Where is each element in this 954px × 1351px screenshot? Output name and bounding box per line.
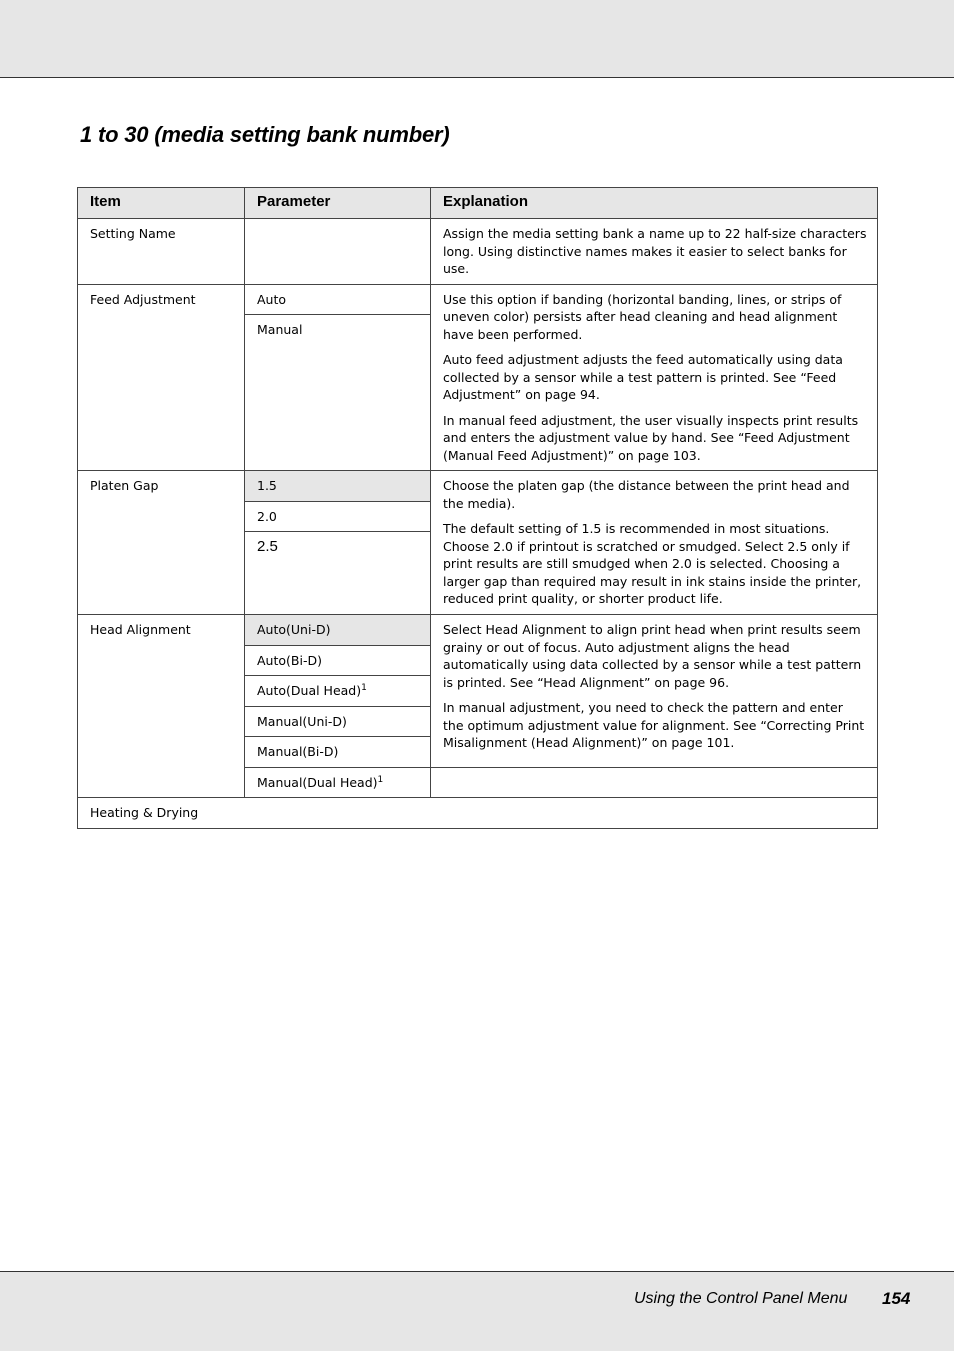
explanation-paragraph: In manual adjustment, you need to check the pattern and enter the optimum adjustment value for alignment. See “Correcting Print Misalignment (Head Alignment)” on page 101. [443,700,865,750]
column-header-item: Item [78,188,245,219]
param-gap-2-5: 2.5 [245,532,431,615]
explanation-paragraph: Use this option if banding (horizontal banding, lines, or strips of uneven color) persists after head cleaning and head alignment have been performed. [443,291,842,342]
explanation-setting-name [431,219,878,285]
column-header-parameter: Parameter [245,188,431,219]
item-platen-gap: Platen Gap [78,471,245,615]
param-label: Auto(Dual Head) [257,683,362,698]
table-row [78,219,878,285]
page-number: 154 [882,1289,911,1308]
header-band [0,0,954,78]
table-row [78,471,878,502]
item-setting-name: Setting Name [78,219,245,285]
explanation-paragraph: Assign the media setting bank a name up to 22 half-size characters long. Using distinctive names makes it easier to select banks for use. [443,226,867,276]
explanation-empty [431,767,878,798]
footer-band [0,1271,954,1351]
param-gap-2-0: 2.0 [245,501,431,532]
explanation-platen-gap [431,471,878,615]
item-head-alignment: Head Alignment [78,615,245,798]
param-manual-uni-d: Manual(Uni-D) [245,706,431,737]
explanation-feed-adjustment [431,284,878,471]
param-auto-bi-d: Auto(Bi-D) [245,645,431,676]
param-empty [245,219,431,285]
param-auto-uni-d: Auto(Uni-D) [245,615,431,646]
param-manual-bi-d: Manual(Bi-D) [245,737,431,768]
explanation-paragraph: In manual feed adjustment, the user visually inspects print results and enters the adjustment value by hand. See “Feed Adjustment (Manual Feed Adjustment)” on page 103. [443,412,859,463]
footnote-mark: 1 [361,682,367,693]
explanation-head-alignment [431,615,878,768]
explanation-paragraph: Auto feed adjustment adjusts the feed automatically using data collected by a sensor while a test pattern is printed. See “Feed Adjustment” on page 94. [443,352,843,402]
table-row [78,284,878,315]
param-auto: Auto [245,284,431,315]
footnote-mark: 1 [377,774,384,785]
item-feed-adjustment: Feed Adjustment [78,284,245,471]
param-auto-dual-head [245,676,431,707]
item-heating-drying: Heating & Drying [78,798,878,829]
param-manual: Manual [245,315,431,471]
media-setting-table [77,187,878,829]
page-title: 1 to 30 (media setting bank number) [80,122,450,147]
explanation-paragraph: The default setting of 1.5 is recommended in most situations. Choose 2.0 if printout is scratched or smudged. Select 2.5 only if print results are still smudged when 2.0 is selected. Choosing a larger gap than required may result in ink stains inside the printer, reduced print quality, or shorter product life. [443,521,862,606]
footer-section-title: Using the Control Panel Menu [634,1290,848,1307]
explanation-paragraph: Select Head Alignment to align print head when print results seem grainy or out of focus. Auto adjustment aligns the head automatically using data collected by a sensor while a test pattern is printed. See “Head Alignment” on page 96. [443,622,862,690]
column-header-explanation: Explanation [431,188,878,219]
table-row [78,798,878,829]
param-manual-dual-head [245,767,431,798]
param-gap-1-5: 1.5 [245,471,431,502]
table-row [78,615,878,646]
explanation-paragraph: Choose the platen gap (the distance between the print head and the media). [443,478,850,511]
table-header-row [78,188,878,219]
param-label: Manual(Dual Head) [257,774,378,790]
